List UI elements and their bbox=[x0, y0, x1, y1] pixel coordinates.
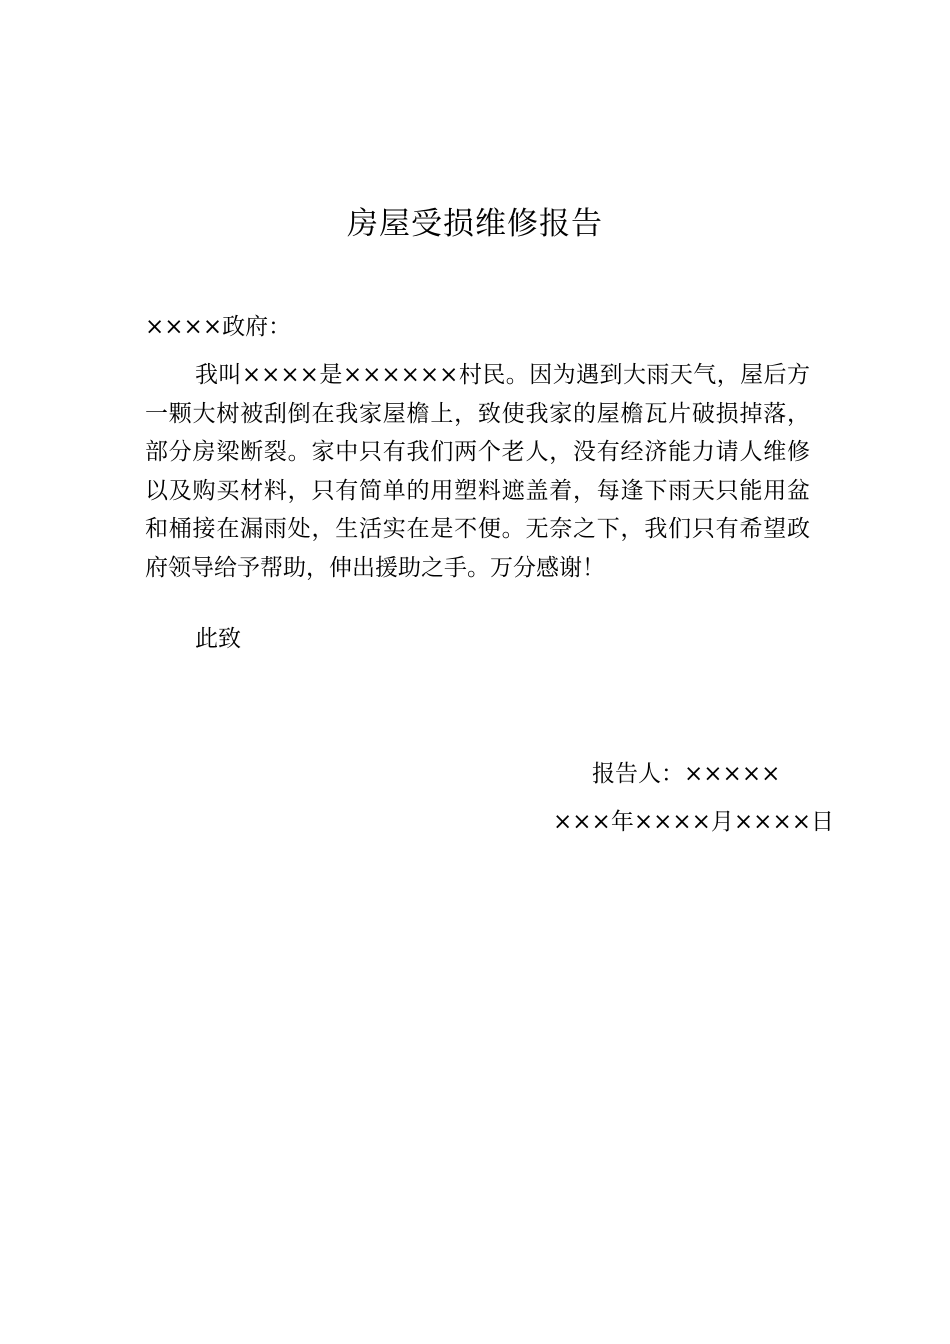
document-title: 房屋受损维修报告 bbox=[347, 206, 603, 242]
date-line: ×××年××××月××××日 bbox=[553, 809, 834, 835]
body-paragraph: 我叫××××是××××××村民。因为遇到大雨天气，屋后方一颗大树被刮倒在我家屋檐上，致使我家的屋檐瓦片破损掉落，部分房梁断裂。家中只有我们两个老人，没有经济能力请人维修以及购买材料，只有简单的用塑料遮盖着，每逢下雨天只能用盆和桶接在漏雨处，生活实在是不便。无奈之下，我们只有希望政府领导给予帮助，伸出援助之手。万分感谢！ bbox=[145, 362, 810, 581]
closing: 此致 bbox=[195, 626, 241, 652]
salutation: ××××政府： bbox=[145, 314, 292, 340]
signature: 报告人：××××× bbox=[592, 761, 781, 787]
